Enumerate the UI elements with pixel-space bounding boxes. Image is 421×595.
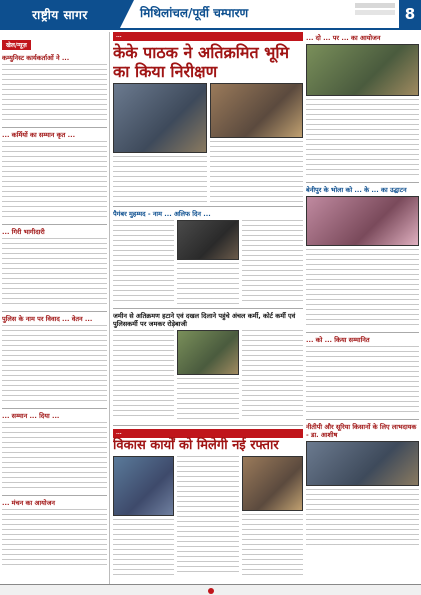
left-headline-3: ... गिरी भागीदारी	[2, 228, 45, 236]
right-column	[306, 32, 419, 584]
bottom-photo-2	[242, 456, 303, 511]
main-photo-2	[210, 83, 304, 138]
right-body-1	[306, 99, 419, 179]
left-headline-6: ... मंचन का आयोजन	[2, 499, 56, 507]
right-body-4	[306, 489, 419, 549]
newspaper-brand: राष्ट्रीय सागर	[0, 0, 120, 28]
section-title: मिथिलांचल/पूर्वी चम्पारण	[140, 6, 249, 20]
mid-body-1c	[242, 220, 303, 302]
top-banner: ...	[113, 32, 303, 41]
left-body-4	[2, 325, 107, 405]
mid-photo-1	[177, 220, 238, 260]
brand-tail-shape	[120, 0, 134, 28]
date-block	[355, 3, 395, 15]
page-footer-dot	[208, 588, 214, 594]
bottom-photo-1	[113, 456, 174, 516]
left-body-1	[2, 64, 107, 124]
main-photo-1	[113, 83, 207, 153]
mid-photo-2	[177, 330, 238, 375]
bottom-body-1	[113, 519, 174, 575]
right-body-2	[306, 249, 419, 329]
mid-body-1b	[177, 263, 238, 305]
left-headline-2: ... कर्मियों का सम्मान कृत ...	[2, 131, 76, 139]
right-body-3	[306, 346, 419, 416]
mid-headline-1: पैगंबर मुहम्मद - नाम ... अलिफ दिन ...	[113, 210, 211, 218]
page-number: 8	[399, 0, 421, 28]
right-photo-1	[306, 44, 419, 96]
right-photo-2	[306, 196, 419, 246]
bottom-body-3	[242, 514, 303, 575]
left-body-3	[2, 238, 107, 308]
mid-body-2c	[242, 330, 303, 419]
masthead	[0, 0, 421, 30]
left-body-2	[2, 141, 107, 221]
left-headline-5: ... सम्मान ... दिया ...	[2, 412, 60, 420]
right-headline-4: नीतीपी और सूरिया किसानों के लिए लाभदायक - डा. आशीष	[306, 423, 417, 439]
bottom-banner: ...	[113, 429, 303, 438]
left-column	[2, 32, 110, 584]
left-headline-1: कम्युनिस्ट कार्यकर्ताओं ने ...	[2, 54, 70, 62]
bottom-body-2	[177, 456, 238, 573]
right-photo-3	[306, 441, 419, 486]
mid-body-2b	[177, 378, 238, 422]
left-body-5	[2, 422, 107, 492]
bottom-headline: विकास कार्यों को मिलेगी नई रफ्तार	[113, 438, 279, 453]
main-body-1	[113, 156, 207, 202]
right-headline-1: ... दो ... पर ... का आयोजन	[306, 34, 381, 42]
left-body-6	[2, 509, 107, 569]
middle-section	[113, 32, 303, 584]
footer-strip	[0, 584, 421, 595]
main-body-2	[210, 141, 304, 202]
mid-headline-2: जमीन से अतिक्रमण हटाने एवं दखल दिलाने पहुंचे अंचल कर्मी, कोर्ट कर्मी एवं पुलिसकर्मी पर जमकर रोड़ेबाजी	[113, 312, 296, 328]
right-headline-3: ... को ... किया सम्मानित	[306, 336, 370, 344]
left-headline-4: पुलिस के नाम पर विवाद ... वेतन ...	[2, 315, 93, 323]
mid-body-1a	[113, 220, 174, 302]
mid-body-2a	[113, 330, 174, 419]
main-headline: केके पाठक ने अतिक्रमित भूमि का किया निरीक्षण	[113, 43, 290, 81]
right-headline-2: बेनीपुर के भोला को ... के ... का उद्घाटन	[306, 186, 407, 194]
section-tag: खेल/न्यूज़	[2, 40, 31, 50]
